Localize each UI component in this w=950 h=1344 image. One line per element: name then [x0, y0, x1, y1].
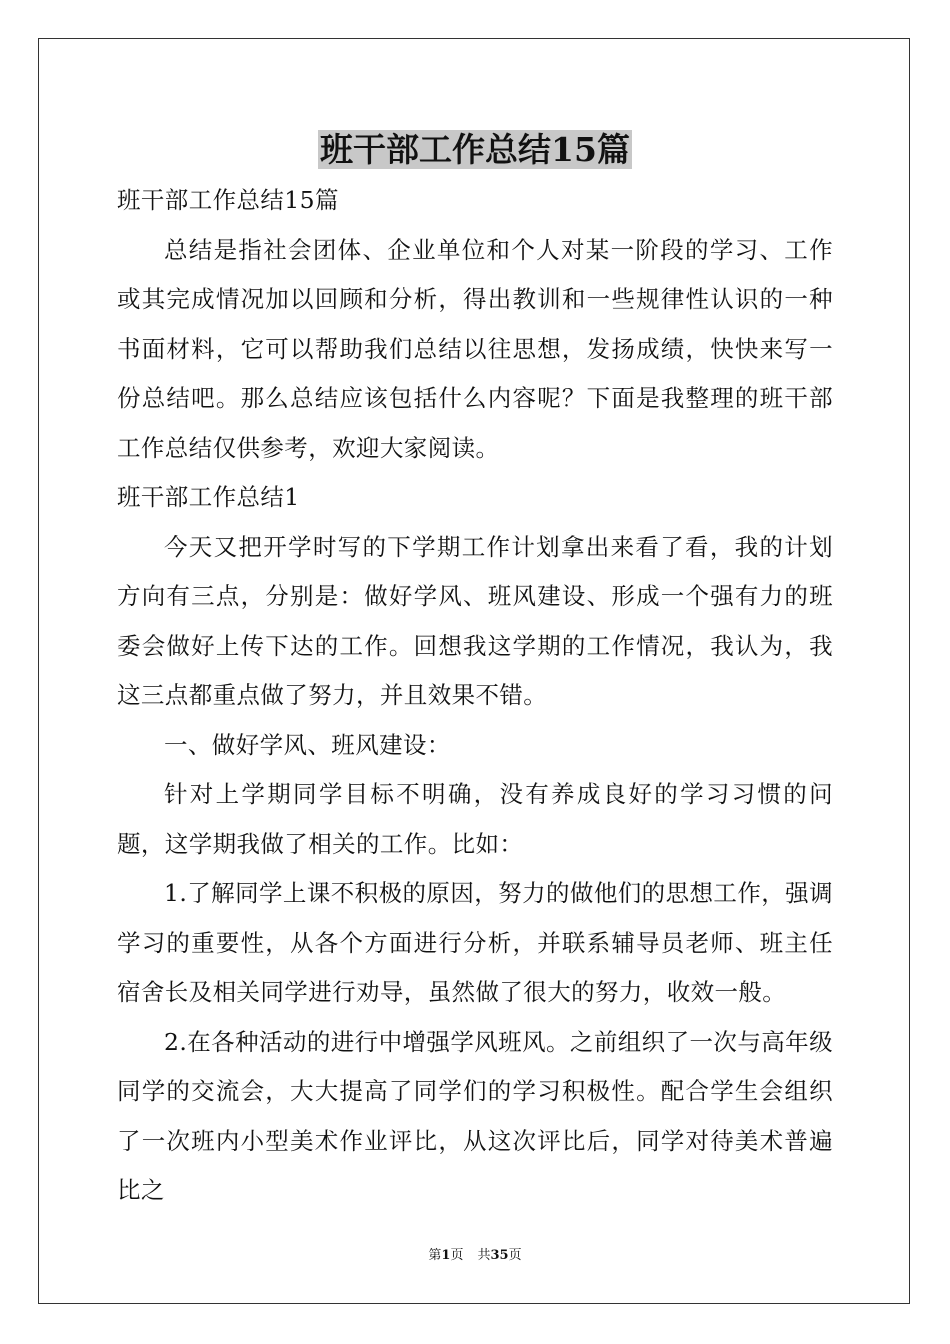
- paragraph: 2.在各种活动的进行中增强学风班风。之前组织了一次与高年级同学的交流会，大大提高了同学们的学习积极性。配合学生会组织了一次班内小型美术作业评比，从这次评比后，同学对待美术普遍比之: [117, 1027, 833, 1204]
- paragraph: 班干部工作总结1: [117, 483, 300, 511]
- document-title: [0, 128, 950, 172]
- paragraph: 一、做好学风、班风建设：: [164, 730, 451, 759]
- footer-total-pages: 35: [490, 1248, 509, 1263]
- footer-page-number: 1: [441, 1248, 451, 1263]
- paragraph: 班干部工作总结15篇: [117, 186, 339, 214]
- paragraph: 总结是指社会团体、企业单位和个人对某一阶段的学习、工作或其完成情况加以回顾和分析，得出教训和一些规律性认识的一种书面材料，它可以帮助我们总结以往思想，发扬成绩，快快来写一份总结吧。那么总结应该包括什么内容呢？下面是我整理的班干部工作总结仅供参考，欢迎大家阅读。: [117, 235, 833, 462]
- footer-total-suffix: 页: [508, 1248, 522, 1263]
- footer-page-suffix: 页: [450, 1248, 464, 1263]
- document-title-text: 班干部工作总结15篇: [320, 130, 630, 169]
- paragraph: 今天又把开学时写的下学期工作计划拿出来看了看，我的计划方向有三点，分别是：做好学风、班风建设、形成一个强有力的班委会做好上传下达的工作。回想我这学期的工作情况，我认为，我这三点都重点做了努力，并且效果不错。: [117, 532, 833, 709]
- footer-prefix: 第: [428, 1248, 442, 1263]
- page-footer: [0, 1247, 950, 1265]
- footer-total-prefix: 共: [477, 1248, 491, 1263]
- paragraph: 1.了解同学上课不积极的原因，努力的做他们的思想工作，强调学习的重要性，从各个方面进行分析，并联系辅导员老师、班主任宿舍长及相关同学进行劝导，虽然做了很大的努力，收效一般。: [117, 879, 833, 1006]
- document-body: [117, 176, 833, 1216]
- paragraph: 针对上学期同学目标不明确，没有养成良好的学习习惯的问题，这学期我做了相关的工作。比如：: [117, 780, 833, 858]
